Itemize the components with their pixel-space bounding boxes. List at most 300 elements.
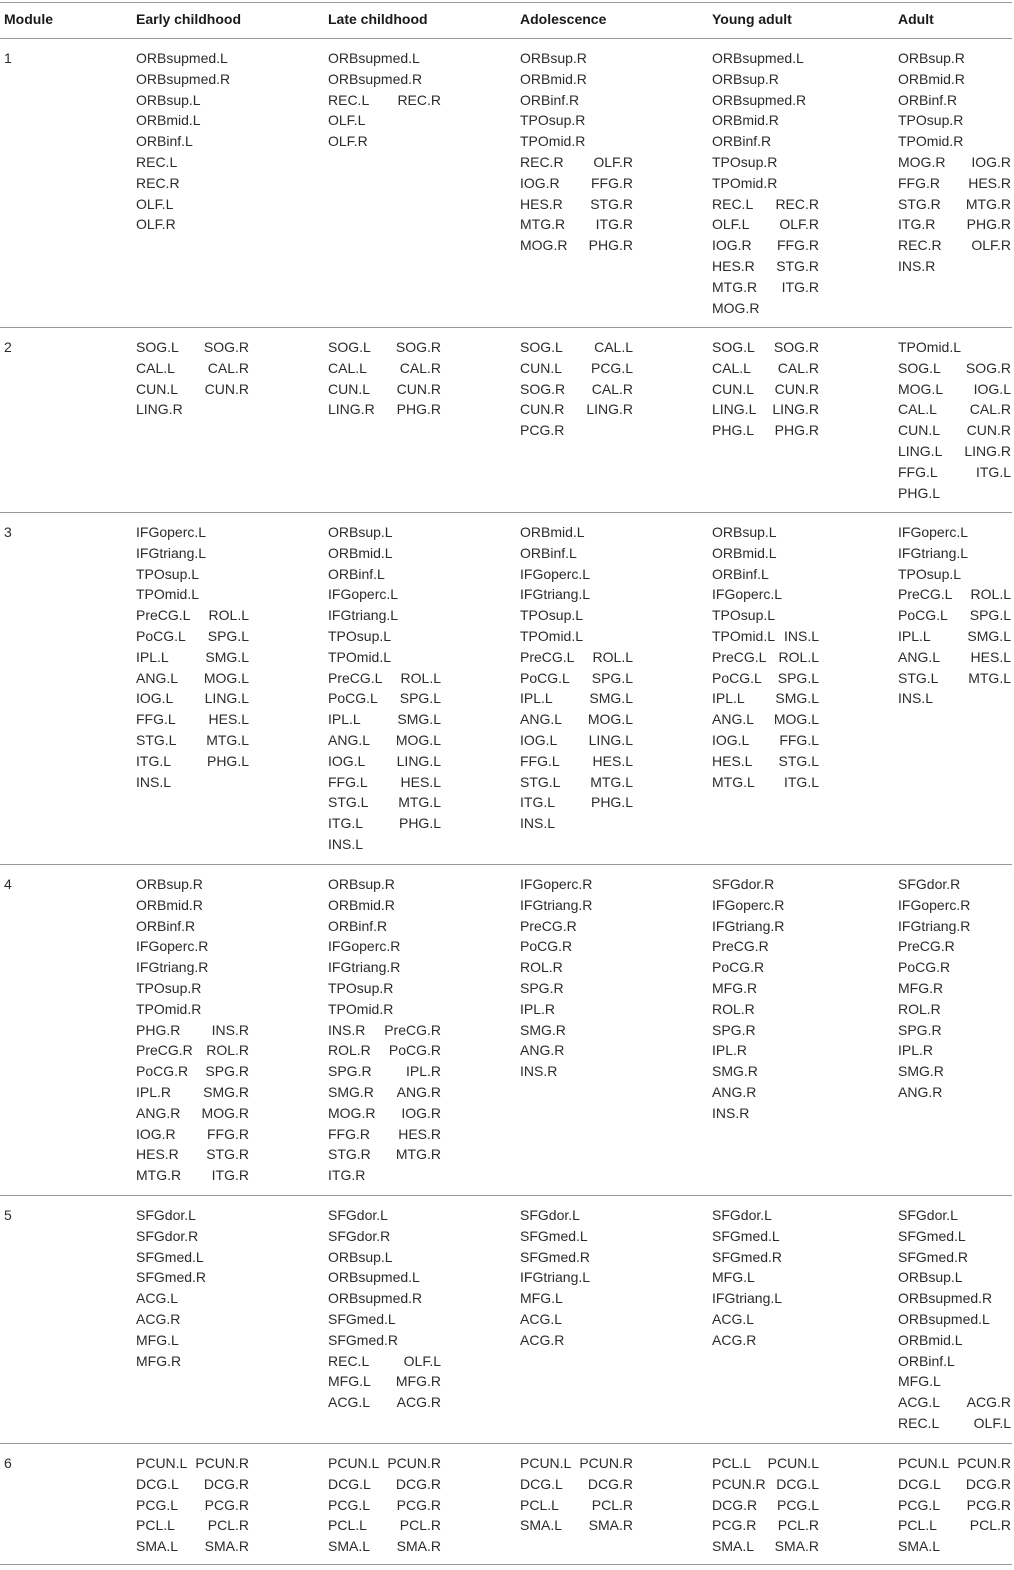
region-label: ROL.L <box>970 586 1011 603</box>
region-line <box>136 1247 249 1268</box>
region-line <box>520 1330 633 1351</box>
region-line <box>136 48 249 69</box>
region-line <box>898 399 1011 420</box>
region-line <box>136 69 249 90</box>
region-line <box>136 1495 249 1516</box>
region-line <box>898 1392 1011 1413</box>
region-label: DCG.R <box>587 1475 633 1492</box>
region-line <box>520 358 633 379</box>
region-line <box>136 1515 249 1536</box>
region-label: MTG.R <box>965 195 1011 212</box>
region-label: PCUN.L <box>520 1455 572 1471</box>
region-label: PoCG.L <box>712 669 762 686</box>
region-line <box>136 1536 249 1557</box>
region-label: CUN.R <box>396 380 441 397</box>
cell-young-adult <box>712 1453 819 1557</box>
region-line <box>520 131 633 152</box>
region-line <box>520 584 633 605</box>
region-label: FFG.L <box>779 731 819 748</box>
region-label: TPOmid.R <box>136 1000 202 1017</box>
region-label: IPL.L <box>520 690 553 707</box>
region-line <box>898 688 1011 709</box>
region-label: SMG.R <box>203 1083 249 1100</box>
region-line <box>898 358 1011 379</box>
region-line <box>328 337 441 358</box>
region-label: TPOmid.L <box>712 627 776 644</box>
region-label: IFGtriang.L <box>712 1290 783 1307</box>
region-label: MOG.L <box>773 711 819 728</box>
region-label: SFGdor.R <box>898 876 961 892</box>
region-label: PCUN.R <box>195 1455 249 1471</box>
region-label: CAL.R <box>399 359 441 376</box>
region-label: ACG.R <box>136 1310 181 1327</box>
cell-early-childhood <box>136 522 249 792</box>
region-line <box>520 1453 633 1474</box>
region-label: SMA.R <box>204 1538 249 1555</box>
region-line <box>328 874 441 895</box>
region-label: LING.R <box>586 401 633 418</box>
region-label: IOG.L <box>520 731 558 748</box>
region-label: SPG.R <box>328 1063 372 1080</box>
region-line <box>136 194 249 215</box>
region-label: MTG.L <box>968 669 1011 686</box>
region-label: ORBmid.R <box>520 70 587 87</box>
region-label: PCG.L <box>776 1496 819 1513</box>
region-line <box>520 214 633 235</box>
region-label: ORBmid.L <box>712 544 777 561</box>
cell-early-childhood <box>136 48 249 235</box>
region-label: ORBsupmed.R <box>712 91 807 108</box>
region-line <box>136 626 249 647</box>
region-line <box>328 1165 441 1186</box>
region-line <box>898 874 1011 895</box>
region-label: ORBmid.L <box>520 524 585 540</box>
region-line <box>712 1061 819 1082</box>
region-line <box>898 668 1011 689</box>
region-label: PCG.L <box>590 359 633 376</box>
region-label: SMA.L <box>520 1517 563 1534</box>
region-label: SPG.R <box>712 1021 756 1038</box>
region-line <box>520 337 633 358</box>
region-label: ROL.R <box>712 1000 755 1017</box>
region-line <box>520 522 633 543</box>
region-line <box>328 399 441 420</box>
region-label: ROL.L <box>208 607 249 624</box>
region-line <box>520 730 633 751</box>
region-label: MOG.R <box>201 1104 249 1121</box>
region-label: ORBsup.L <box>136 91 201 108</box>
region-label: FFG.L <box>136 711 176 728</box>
region-label: PoCG.R <box>388 1042 441 1059</box>
region-line <box>328 1351 441 1372</box>
region-label: IFGtriang.L <box>328 607 399 624</box>
region-label: ITG.L <box>328 815 364 832</box>
region-label: REC.R <box>520 153 564 170</box>
region-label: PHG.R <box>774 422 819 439</box>
region-line <box>712 48 819 69</box>
region-line <box>136 978 249 999</box>
region-line <box>898 152 1011 173</box>
region-label: IOG.L <box>973 380 1011 397</box>
region-line <box>898 214 1011 235</box>
region-line <box>898 1247 1011 1268</box>
region-label: ROL.L <box>778 648 819 665</box>
region-label: PCUN.L <box>328 1455 380 1471</box>
region-line <box>328 131 441 152</box>
region-line <box>328 895 441 916</box>
region-label: PreCG.R <box>520 917 577 934</box>
region-label: ACG.L <box>898 1394 941 1411</box>
region-line <box>136 152 249 173</box>
region-label: ORBinf.R <box>898 91 958 108</box>
region-line <box>136 90 249 111</box>
region-label: STG.L <box>520 773 561 790</box>
region-line <box>898 194 1011 215</box>
region-label: TPOsup.L <box>712 607 776 624</box>
region-label: FFG.R <box>207 1125 249 1142</box>
region-line <box>136 1453 249 1474</box>
region-label: IPL.R <box>136 1083 172 1100</box>
region-label: PCG.R <box>520 422 565 439</box>
table-top-rule <box>0 2 1012 3</box>
region-line <box>898 90 1011 111</box>
region-label: SFGmed.R <box>136 1269 207 1286</box>
region-line <box>520 1040 633 1061</box>
region-line <box>898 379 1011 400</box>
region-label: OLF.R <box>136 216 176 233</box>
cell-late-childhood <box>328 337 441 420</box>
region-line <box>898 1371 1011 1392</box>
region-line <box>898 173 1011 194</box>
region-line <box>136 1124 249 1145</box>
region-line <box>712 277 819 298</box>
region-label: FFG.L <box>520 752 560 769</box>
region-line <box>520 978 633 999</box>
region-line <box>712 194 819 215</box>
region-label: SMG.R <box>520 1021 566 1038</box>
region-line <box>712 337 819 358</box>
region-line <box>898 936 1011 957</box>
region-label: TPOmid.L <box>898 339 962 355</box>
region-label: ORBinf.L <box>520 544 577 561</box>
region-label: PCUN.R <box>957 1455 1011 1471</box>
region-line <box>328 1103 441 1124</box>
region-line <box>712 730 819 751</box>
region-label: IPL.L <box>712 690 745 707</box>
region-label: ORBmid.R <box>328 896 395 913</box>
cell-adolescence <box>520 522 633 834</box>
region-label: ORBsupmed.L <box>328 50 420 66</box>
region-label: ROL.R <box>898 1000 941 1017</box>
region-label: LING.R <box>136 401 183 418</box>
region-label: ACG.L <box>136 1290 179 1307</box>
region-line <box>136 1330 249 1351</box>
region-label: INS.L <box>136 773 172 790</box>
region-label: TPOmid.R <box>328 1000 394 1017</box>
region-label: SOG.R <box>395 339 441 355</box>
region-label: PoCG.L <box>136 627 186 644</box>
region-line <box>712 1226 819 1247</box>
region-label: SFGdor.L <box>136 1207 196 1223</box>
region-label: ACG.R <box>712 1331 757 1348</box>
region-label: PCUN.R <box>579 1455 633 1471</box>
region-label: INS.L <box>520 815 556 832</box>
region-label: IFGtriang.R <box>898 917 971 934</box>
region-label: PCL.R <box>207 1517 249 1534</box>
region-label: TPOsup.R <box>520 112 586 129</box>
region-label: MTG.L <box>590 773 633 790</box>
region-line <box>136 1351 249 1372</box>
region-label: TPOmid.R <box>520 133 586 150</box>
region-line <box>898 256 1011 277</box>
region-label: IFGoperc.L <box>898 524 969 540</box>
region-label: HES.L <box>400 773 441 790</box>
region-label: SFGdor.R <box>328 1227 391 1244</box>
region-label: MOG.L <box>587 711 633 728</box>
region-label: DCG.L <box>520 1475 563 1492</box>
region-label: IFGtriang.L <box>136 544 207 561</box>
region-line <box>328 1309 441 1330</box>
region-line <box>328 69 441 90</box>
region-line <box>712 688 819 709</box>
region-label: REC.R <box>136 174 180 191</box>
region-line <box>712 709 819 730</box>
region-label: CUN.R <box>520 401 565 418</box>
region-line <box>898 999 1011 1020</box>
region-label: REC.L <box>136 153 178 170</box>
region-label: CAL.R <box>777 359 819 376</box>
region-label: IOG.R <box>712 237 752 254</box>
region-line <box>328 916 441 937</box>
region-label: ITG.R <box>211 1167 249 1184</box>
region-label: IFGtriang.L <box>898 544 969 561</box>
region-label: TPOmid.L <box>136 586 200 603</box>
region-label: TPOsup.R <box>898 112 964 129</box>
region-line <box>136 957 249 978</box>
region-line <box>898 1061 1011 1082</box>
region-line <box>712 668 819 689</box>
region-line <box>520 813 633 834</box>
region-line <box>328 999 441 1020</box>
region-label: PreCG.R <box>384 1021 441 1038</box>
region-label: SFGmed.R <box>328 1331 399 1348</box>
region-label: ROL.R <box>206 1042 249 1059</box>
region-label: ITG.R <box>328 1167 366 1184</box>
region-line <box>136 173 249 194</box>
region-label: PCG.R <box>966 1496 1011 1513</box>
region-label: SMA.L <box>712 1538 755 1555</box>
region-label: ORBsupmed.L <box>136 50 228 66</box>
region-label: SOG.L <box>712 339 755 355</box>
region-label: ITG.L <box>975 463 1011 480</box>
region-label: ORBsup.R <box>136 876 203 892</box>
region-label: LING.L <box>898 442 943 459</box>
region-line <box>136 564 249 585</box>
region-label: ORBmid.R <box>898 70 965 87</box>
region-label: OLF.L <box>973 1414 1011 1431</box>
region-line <box>520 152 633 173</box>
region-label: ORBmid.L <box>328 544 393 561</box>
cell-early-childhood <box>136 1453 249 1557</box>
region-label: PoCG.R <box>136 1063 189 1080</box>
region-label: ORBsupmed.R <box>328 1290 423 1307</box>
region-line <box>136 605 249 626</box>
region-label: LING.R <box>328 401 375 418</box>
region-line <box>520 895 633 916</box>
region-line <box>898 1226 1011 1247</box>
region-label: STG.L <box>328 794 369 811</box>
region-line <box>898 895 1011 916</box>
module-number: 4 <box>4 876 12 892</box>
region-label: MTG.L <box>712 773 755 790</box>
region-label: PCG.L <box>328 1496 371 1513</box>
region-label: SFGmed.L <box>328 1310 396 1327</box>
region-label: IOG.L <box>136 690 174 707</box>
region-label: IFGtriang.R <box>328 959 401 976</box>
region-label: PoCG.R <box>898 959 951 976</box>
region-line <box>898 441 1011 462</box>
region-line <box>898 483 1011 504</box>
region-label: SFGmed.R <box>520 1248 591 1265</box>
region-line <box>328 936 441 957</box>
region-label: IOG.L <box>712 731 750 748</box>
region-label: LING.L <box>588 731 633 748</box>
region-label: ORBsup.R <box>520 50 587 66</box>
region-label: REC.R <box>898 237 942 254</box>
region-line <box>136 936 249 957</box>
region-label: ORBmid.L <box>898 1331 963 1348</box>
region-line <box>712 1453 819 1474</box>
region-label: MFG.L <box>328 1373 371 1390</box>
region-line <box>520 957 633 978</box>
region-label: PHG.R <box>966 216 1011 233</box>
region-label: OLF.L <box>328 112 366 129</box>
region-line <box>136 337 249 358</box>
cell-young-adult <box>712 48 819 318</box>
region-label: ORBinf.R <box>328 917 388 934</box>
region-label: REC.R <box>775 195 819 212</box>
region-label: HES.R <box>398 1125 441 1142</box>
region-label: DCG.L <box>328 1475 371 1492</box>
region-label: IOG.R <box>136 1125 176 1142</box>
region-label: ORBinf.R <box>712 133 772 150</box>
region-label: ANG.R <box>136 1104 181 1121</box>
region-label: OLF.R <box>593 153 633 170</box>
region-line <box>136 214 249 235</box>
module-number: 5 <box>4 1207 12 1223</box>
region-line <box>898 522 1011 543</box>
region-label: PCUN.R <box>387 1455 441 1471</box>
region-line <box>520 69 633 90</box>
region-label: HES.R <box>968 174 1011 191</box>
region-label: IOG.L <box>328 752 366 769</box>
region-line <box>712 1247 819 1268</box>
region-line <box>328 543 441 564</box>
region-line <box>136 1309 249 1330</box>
region-line <box>898 1205 1011 1226</box>
region-line <box>328 379 441 400</box>
region-label: IOG.R <box>401 1104 441 1121</box>
region-label: SMA.L <box>136 1538 179 1555</box>
region-label: OLF.L <box>403 1352 441 1369</box>
region-label: MOG.R <box>520 237 568 254</box>
region-line <box>520 1267 633 1288</box>
region-line <box>712 605 819 626</box>
region-label: HES.L <box>208 711 249 728</box>
region-label: ITG.R <box>781 278 819 295</box>
region-label: SFGdor.L <box>712 1207 772 1223</box>
region-label: ORBmid.R <box>136 896 203 913</box>
region-line <box>898 235 1011 256</box>
region-label: ORBinf.L <box>136 133 193 150</box>
region-line <box>136 730 249 751</box>
region-line <box>712 235 819 256</box>
region-line <box>712 399 819 420</box>
region-line <box>712 379 819 400</box>
region-line <box>898 605 1011 626</box>
region-label: STG.L <box>898 669 939 686</box>
region-label: SFGmed.L <box>520 1227 588 1244</box>
region-label: ORBinf.L <box>898 1352 955 1369</box>
region-line <box>712 1040 819 1061</box>
region-line <box>712 1330 819 1351</box>
region-label: SMA.R <box>774 1538 819 1555</box>
region-label: LING.R <box>964 442 1011 459</box>
region-label: ANG.L <box>898 648 941 665</box>
region-line <box>136 399 249 420</box>
region-line <box>328 751 441 772</box>
region-line <box>328 688 441 709</box>
region-label: HES.R <box>520 195 563 212</box>
region-line <box>520 1226 633 1247</box>
region-label: INS.R <box>712 1104 750 1121</box>
row-divider <box>0 864 1012 865</box>
region-line <box>898 1413 1011 1434</box>
region-label: SFGmed.R <box>898 1248 969 1265</box>
region-line <box>520 90 633 111</box>
region-label: IPL.L <box>898 627 931 644</box>
region-line <box>136 999 249 1020</box>
region-label: DCG.L <box>776 1475 819 1492</box>
cell-late-childhood <box>328 874 441 1186</box>
region-line <box>898 1020 1011 1041</box>
region-label: MTG.R <box>712 278 758 295</box>
region-label: PCUN.R <box>712 1475 766 1492</box>
region-line <box>520 1020 633 1041</box>
region-line <box>136 131 249 152</box>
cell-adult <box>898 1205 1011 1434</box>
region-label: IFGoperc.R <box>712 896 785 913</box>
region-line <box>898 957 1011 978</box>
region-line <box>136 1020 249 1041</box>
region-label: IPL.R <box>898 1042 934 1059</box>
region-label: PCL.R <box>591 1496 633 1513</box>
region-label: OLF.R <box>328 133 368 150</box>
region-line <box>898 1453 1011 1474</box>
region-line <box>898 978 1011 999</box>
region-label: CUN.L <box>712 380 755 397</box>
cell-adolescence <box>520 1453 633 1536</box>
region-line <box>520 1309 633 1330</box>
region-line <box>520 1288 633 1309</box>
region-line <box>328 564 441 585</box>
region-line <box>328 1144 441 1165</box>
module-number: 1 <box>4 50 12 66</box>
region-line <box>136 1040 249 1061</box>
region-label: FFG.R <box>898 174 940 191</box>
region-line <box>712 647 819 668</box>
region-line <box>520 110 633 131</box>
